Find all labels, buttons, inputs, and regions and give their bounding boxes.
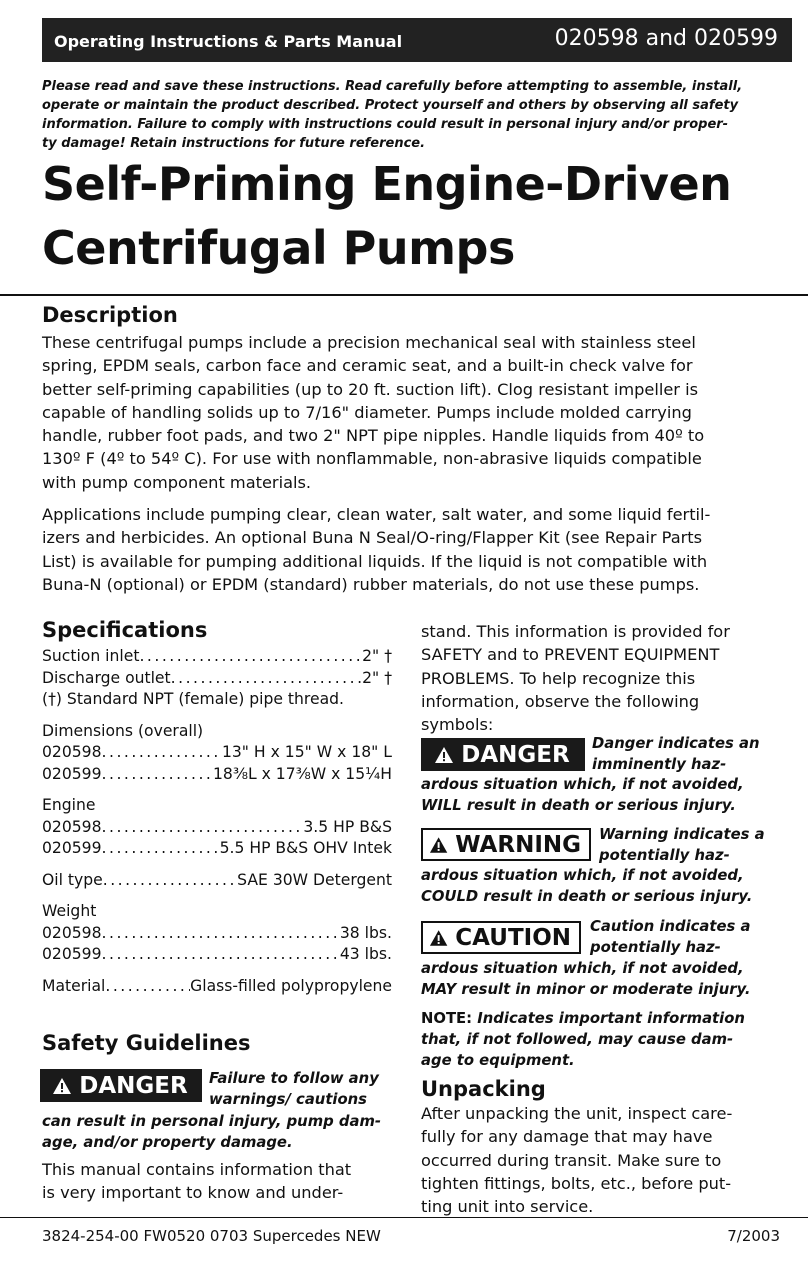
spec-thread-note: (†) Standard NPT (female) pipe thread.: [42, 690, 344, 708]
caution-signal-label: CAUTION: [421, 921, 581, 954]
text-line: handle, rubber foot pads, and two 2" NPT pipe nipples. Handle liquids from 40º to: [42, 426, 705, 446]
spec-dimensions-020598: 020598 ..... 13" H x 15" W x 18" L: [42, 742, 392, 764]
spec-weight-020598: 020598 ..... 38 lbs.: [42, 923, 392, 945]
danger-message-head: Failure to follow any warnings/ cautions: [209, 1070, 379, 1108]
note-line: that, if not followed, may cause dam-: [421, 1031, 734, 1048]
spec-engine-020598: 020598 ..... 3.5 HP B&S: [42, 817, 392, 839]
caution-signal-head: Caution indicates a potentially haz-: [590, 918, 751, 956]
text-line: Applications include pumping clear, clean water, salt water, and some liquid fertil-: [42, 505, 711, 524]
text-line: Buna-N (optional) or EPDM (standard) rubber materials, do not use these pumps.: [42, 574, 700, 594]
unpacking-text: [421, 1102, 791, 1218]
text-line: spring, EPDM seals, carbon face and ceramic seat, and a built-in check valve for: [42, 356, 693, 376]
caution-signal-body: ardous situation which, if not avoided, MAY result in minor or moderate injury.: [421, 960, 751, 998]
intro-instructions: [42, 77, 782, 153]
footer-divider: [0, 1217, 808, 1218]
text-line: PROBLEMS. To help recognize this: [421, 668, 696, 688]
note-block: [421, 1008, 791, 1071]
spec-dimensions-label: Dimensions (overall): [42, 721, 204, 740]
description-heading: Description: [42, 303, 178, 327]
spec-discharge-outlet: Discharge outlet ..... 2" †: [42, 668, 392, 690]
text-line: fully for any damage that may have: [421, 1127, 713, 1147]
warning-triangle-icon: [429, 929, 448, 947]
intro-line: ty damage! Retain instructions for future reference.: [42, 136, 426, 151]
warning-triangle-icon: [434, 746, 454, 764]
manual-type-title: Operating Instructions & Parts Manual: [54, 32, 403, 51]
text-line: is very important to know and under-: [42, 1183, 344, 1203]
spec-oil-type: Oil type ..... SAE 30W Detergent: [42, 870, 392, 892]
warning-triangle-icon: [429, 836, 448, 854]
description-paragraph-2: [42, 503, 792, 596]
text-line: occurred during transit. Make sure to: [421, 1150, 722, 1170]
footer-date: 7/2003: [727, 1227, 780, 1245]
unpacking-heading: Unpacking: [421, 1077, 546, 1101]
danger-message-body: can result in personal injury, pump dam- age, and/or property damage.: [42, 1113, 382, 1151]
title-line: Centrifugal Pumps: [42, 221, 515, 275]
text-line: symbols:: [421, 715, 494, 735]
danger-signal-head: Danger indicates an imminently haz-: [592, 735, 760, 773]
intro-line: operate or maintain the product described. Protect yourself and others by observing all safety: [42, 98, 739, 113]
warning-signal-body: ardous situation which, if not avoided, COULD result in death or serious injury.: [421, 867, 753, 905]
text-line: List) is available for pumping additional liquids. If the liquid is not compatible with: [42, 551, 708, 571]
text-line: izers and herbicides. An optional Buna N Seal/O-ring/Flapper Kit (see Repair Parts: [42, 528, 703, 548]
description-paragraph-1: [42, 331, 792, 494]
warning-triangle-icon: [52, 1077, 72, 1095]
safety-guidelines-heading: Safety Guidelines: [42, 1031, 251, 1055]
text-line: ting unit into service.: [421, 1197, 594, 1217]
spec-dimensions-020599: 020599 ..... 18⅜L x 17⅜W x 15¼H: [42, 764, 392, 786]
note-line: Indicates important information: [477, 1010, 745, 1027]
right-column-intro: [421, 620, 791, 736]
page-title: [42, 152, 802, 280]
note-line: age to equipment.: [421, 1052, 575, 1069]
text-line: information, observe the following: [421, 691, 700, 711]
danger-signal-label: DANGER: [421, 738, 585, 771]
footer-document-code: 3824-254-00 FW0520 0703 Supercedes NEW: [42, 1227, 381, 1245]
specifications-heading: Specifications: [42, 618, 208, 642]
warning-signal-label: WARNING: [421, 828, 591, 861]
text-line: tighten fittings, bolts, etc., before put-: [421, 1173, 732, 1193]
text-line: This manual contains information that: [42, 1160, 352, 1179]
text-line: SAFETY and to PREVENT EQUIPMENT: [421, 645, 720, 665]
note-label: NOTE:: [421, 1010, 473, 1027]
section-divider: [0, 294, 808, 296]
intro-line: information. Failure to comply with instructions could result in personal injury and/or proper-: [42, 117, 729, 132]
text-line: 130º F (4º to 54º C). For use with nonflammable, non-abrasive liquids compatible: [42, 449, 702, 469]
spec-weight-label: Weight: [42, 902, 97, 920]
header-bar: [42, 18, 792, 62]
spec-material: Material ..... Glass-filled polypropylene: [42, 976, 392, 998]
text-line: These centrifugal pumps include a precision mechanical seal with stainless steel: [42, 333, 696, 352]
spec-engine-label: Engine: [42, 796, 96, 814]
model-numbers: 020598 and 020599: [554, 26, 778, 51]
spec-suction-inlet: Suction inlet ..... 2" †: [42, 646, 392, 668]
text-line: capable of handling solids up to 7/16" diameter. Pumps include molded carrying: [42, 402, 692, 422]
text-line: After unpacking the unit, inspect care-: [421, 1104, 733, 1123]
title-line: Self-Priming Engine-Driven: [42, 157, 732, 211]
danger-signal-body: ardous situation which, if not avoided, WILL result in death or serious injury.: [421, 776, 744, 814]
specifications-list: [42, 646, 392, 997]
text-line: better self-priming capabilities (up to 20 ft. suction lift). Clog resistant impeller is: [42, 379, 699, 399]
warning-signal-head: Warning indicates a potentially haz-: [599, 826, 765, 864]
intro-line: Please read and save these instructions. Read carefully before attempting to assemble, install,: [42, 79, 743, 94]
spec-weight-020599: 020599 ..... 43 lbs.: [42, 944, 392, 966]
danger-label: DANGER: [40, 1069, 202, 1102]
safety-body-text: [42, 1158, 402, 1205]
text-line: stand. This information is provided for: [421, 622, 730, 641]
spec-engine-020599: 020599 ..... 5.5 HP B&S OHV Intek: [42, 838, 392, 860]
text-line: with pump component materials.: [42, 472, 312, 492]
